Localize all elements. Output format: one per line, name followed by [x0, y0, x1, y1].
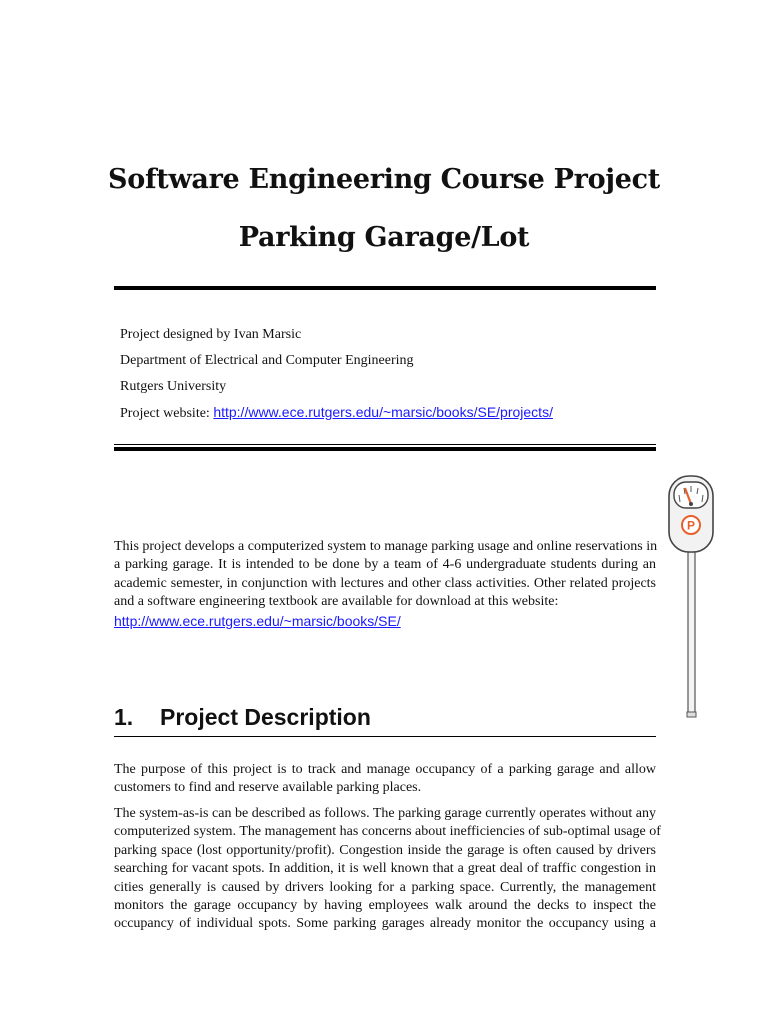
department-line: Department of Electrical and Computer Engineering [120, 353, 414, 368]
intro-line: a parking garage. It is intended to be done by a team of 4-6 undergraduate students during an [114, 557, 656, 573]
intro-line: academic semester, in conjunction with lectures and other class activities. Other related projects [114, 575, 656, 591]
system-line: computerized system. The management has concerns about inefficiencies of sub-optimal usage of [114, 824, 661, 840]
system-line: monitors the garage occupancy by having employees walk around the decks to inspect the [114, 897, 656, 913]
system-as-is-paragraph [114, 805, 661, 934]
parking-meter-icon [666, 474, 716, 725]
purpose-paragraph [114, 761, 656, 798]
section-heading-rule [114, 736, 656, 737]
system-line: occupancy of individual spots. Some parking garages already monitor the occupancy using a [114, 916, 656, 932]
section-number: 1. [114, 704, 134, 730]
title-divider [114, 286, 656, 290]
section-heading [114, 704, 371, 731]
system-line: The system-as-is can be described as follows. The parking garage currently operates without any [114, 806, 656, 821]
university-line: Rutgers University [120, 379, 227, 394]
project-website-link[interactable]: http://www.ece.rutgers.edu/~marsic/books/SE/projects/ [213, 404, 553, 420]
purpose-line: customers to find and reserve available parking places. [114, 780, 422, 796]
document-subtitle: Parking Garage/Lot [238, 222, 530, 253]
designer-line: Project designed by Ivan Marsic [120, 327, 302, 342]
info-divider-top [114, 444, 656, 445]
section-title: Project Description [160, 704, 371, 730]
website-line [120, 404, 553, 422]
document-title: Software Engineering Course Project [108, 164, 660, 195]
purpose-line: The purpose of this project is to track and manage occupancy of a parking garage and allow [114, 762, 656, 777]
system-line: cities generally is caused by drivers looking for a parking space. Currently, the management [114, 879, 656, 895]
intro-line: and a software engineering textbook are available for download at this website: [114, 594, 559, 610]
website-label: Project website: [120, 406, 214, 421]
intro-paragraph [114, 538, 656, 630]
system-line: searching for vacant spots. In addition, it is well known that a great deal of traffic congestion in [114, 861, 656, 877]
meter-label: P [686, 518, 696, 533]
se-books-link[interactable]: http://www.ece.rutgers.edu/~marsic/books/SE/ [114, 612, 401, 629]
info-divider-bottom [114, 447, 656, 451]
system-line: parking space (lost opportunity/profit). Congestion inside the garage is often caused by drivers [114, 842, 656, 858]
intro-line: This project develops a computerized system to manage parking usage and online reservations in [114, 539, 658, 554]
